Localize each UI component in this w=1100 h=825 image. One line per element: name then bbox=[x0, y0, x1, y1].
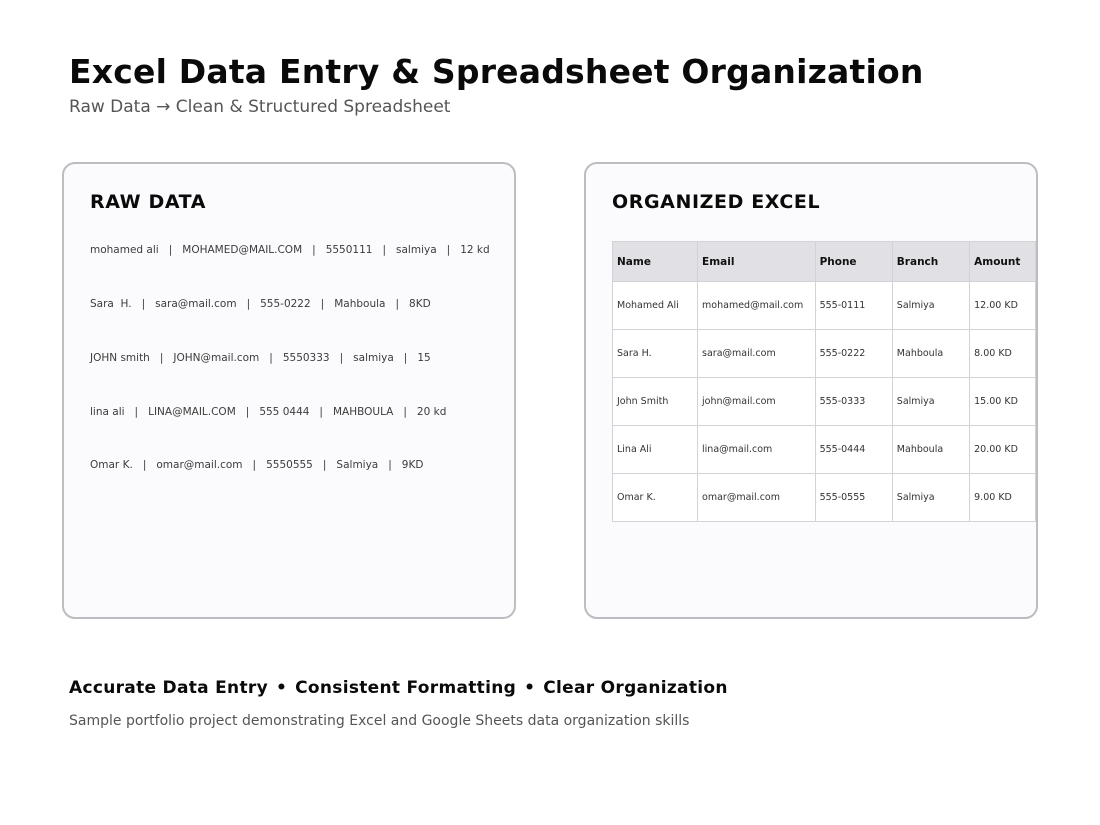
cell-phone[interactable]: 555-0111 bbox=[815, 282, 892, 330]
column-header-email[interactable]: Email bbox=[698, 242, 816, 282]
table-header-row bbox=[613, 242, 1036, 282]
footer-note: Sample portfolio project demonstrating Excel and Google Sheets data organization skills bbox=[69, 713, 690, 729]
cell-phone[interactable]: 555-0555 bbox=[815, 474, 892, 522]
raw-data-panel bbox=[62, 162, 516, 619]
feature-separator: • bbox=[275, 678, 288, 698]
cell-branch[interactable]: Mahboula bbox=[892, 426, 969, 474]
cell-phone[interactable]: 555-0222 bbox=[815, 330, 892, 378]
raw-data-line: lina ali | LINA@MAIL.COM | 555 0444 | MAHBOULA | 20 kd bbox=[90, 406, 447, 418]
page-title: Excel Data Entry & Spreadsheet Organization bbox=[69, 52, 924, 91]
cell-phone[interactable]: 555-0333 bbox=[815, 378, 892, 426]
feature-separator: • bbox=[524, 678, 536, 698]
column-header-phone[interactable]: Phone bbox=[815, 242, 892, 282]
raw-data-line: mohamed ali | MOHAMED@MAIL.COM | 5550111 | salmiya | 12 kd bbox=[90, 244, 490, 256]
raw-data-heading: RAW DATA bbox=[90, 191, 207, 213]
column-header-branch[interactable]: Branch bbox=[892, 242, 969, 282]
feature-item: Consistent Formatting bbox=[295, 678, 517, 698]
table-row bbox=[613, 378, 1036, 426]
cell-email[interactable]: lina@mail.com bbox=[698, 426, 816, 474]
raw-data-line: Omar K. | omar@mail.com | 5550555 | Salmiya | 9KD bbox=[90, 459, 424, 471]
page-subtitle: Raw Data → Clean & Structured Spreadsheet bbox=[69, 97, 451, 117]
cell-amount[interactable]: 8.00 KD bbox=[970, 330, 1036, 378]
cell-amount[interactable]: 20.00 KD bbox=[970, 426, 1036, 474]
cell-branch[interactable]: Salmiya bbox=[892, 474, 969, 522]
cell-email[interactable]: mohamed@mail.com bbox=[698, 282, 816, 330]
cell-name[interactable]: Lina Ali bbox=[613, 426, 698, 474]
raw-data-line: Sara H. | sara@mail.com | 555-0222 | Mahboula | 8KD bbox=[90, 298, 431, 310]
table-row bbox=[613, 282, 1036, 330]
feature-item: Clear Organization bbox=[543, 678, 728, 698]
column-header-amount[interactable]: Amount bbox=[970, 242, 1036, 282]
cell-branch[interactable]: Salmiya bbox=[892, 282, 969, 330]
cell-phone[interactable]: 555-0444 bbox=[815, 426, 892, 474]
organized-excel-heading: ORGANIZED EXCEL bbox=[612, 191, 821, 213]
cell-email[interactable]: john@mail.com bbox=[698, 378, 816, 426]
table-row bbox=[613, 474, 1036, 522]
cell-branch[interactable]: Mahboula bbox=[892, 330, 969, 378]
table-row bbox=[613, 330, 1036, 378]
cell-amount[interactable]: 12.00 KD bbox=[970, 282, 1036, 330]
feature-item: Accurate Data Entry bbox=[69, 678, 268, 698]
cell-name[interactable]: John Smith bbox=[613, 378, 698, 426]
column-header-name[interactable]: Name bbox=[613, 242, 698, 282]
cell-email[interactable]: sara@mail.com bbox=[698, 330, 816, 378]
organized-table bbox=[612, 241, 1036, 522]
raw-data-line: JOHN smith | JOHN@mail.com | 5550333 | salmiya | 15 bbox=[90, 352, 431, 364]
cell-amount[interactable]: 9.00 KD bbox=[970, 474, 1036, 522]
cell-name[interactable]: Mohamed Ali bbox=[613, 282, 698, 330]
table-row bbox=[613, 426, 1036, 474]
cell-branch[interactable]: Salmiya bbox=[892, 378, 969, 426]
cell-email[interactable]: omar@mail.com bbox=[698, 474, 816, 522]
cell-name[interactable]: Omar K. bbox=[613, 474, 698, 522]
organized-excel-panel bbox=[584, 162, 1038, 619]
feature-list bbox=[69, 678, 728, 698]
cell-name[interactable]: Sara H. bbox=[613, 330, 698, 378]
cell-amount[interactable]: 15.00 KD bbox=[970, 378, 1036, 426]
